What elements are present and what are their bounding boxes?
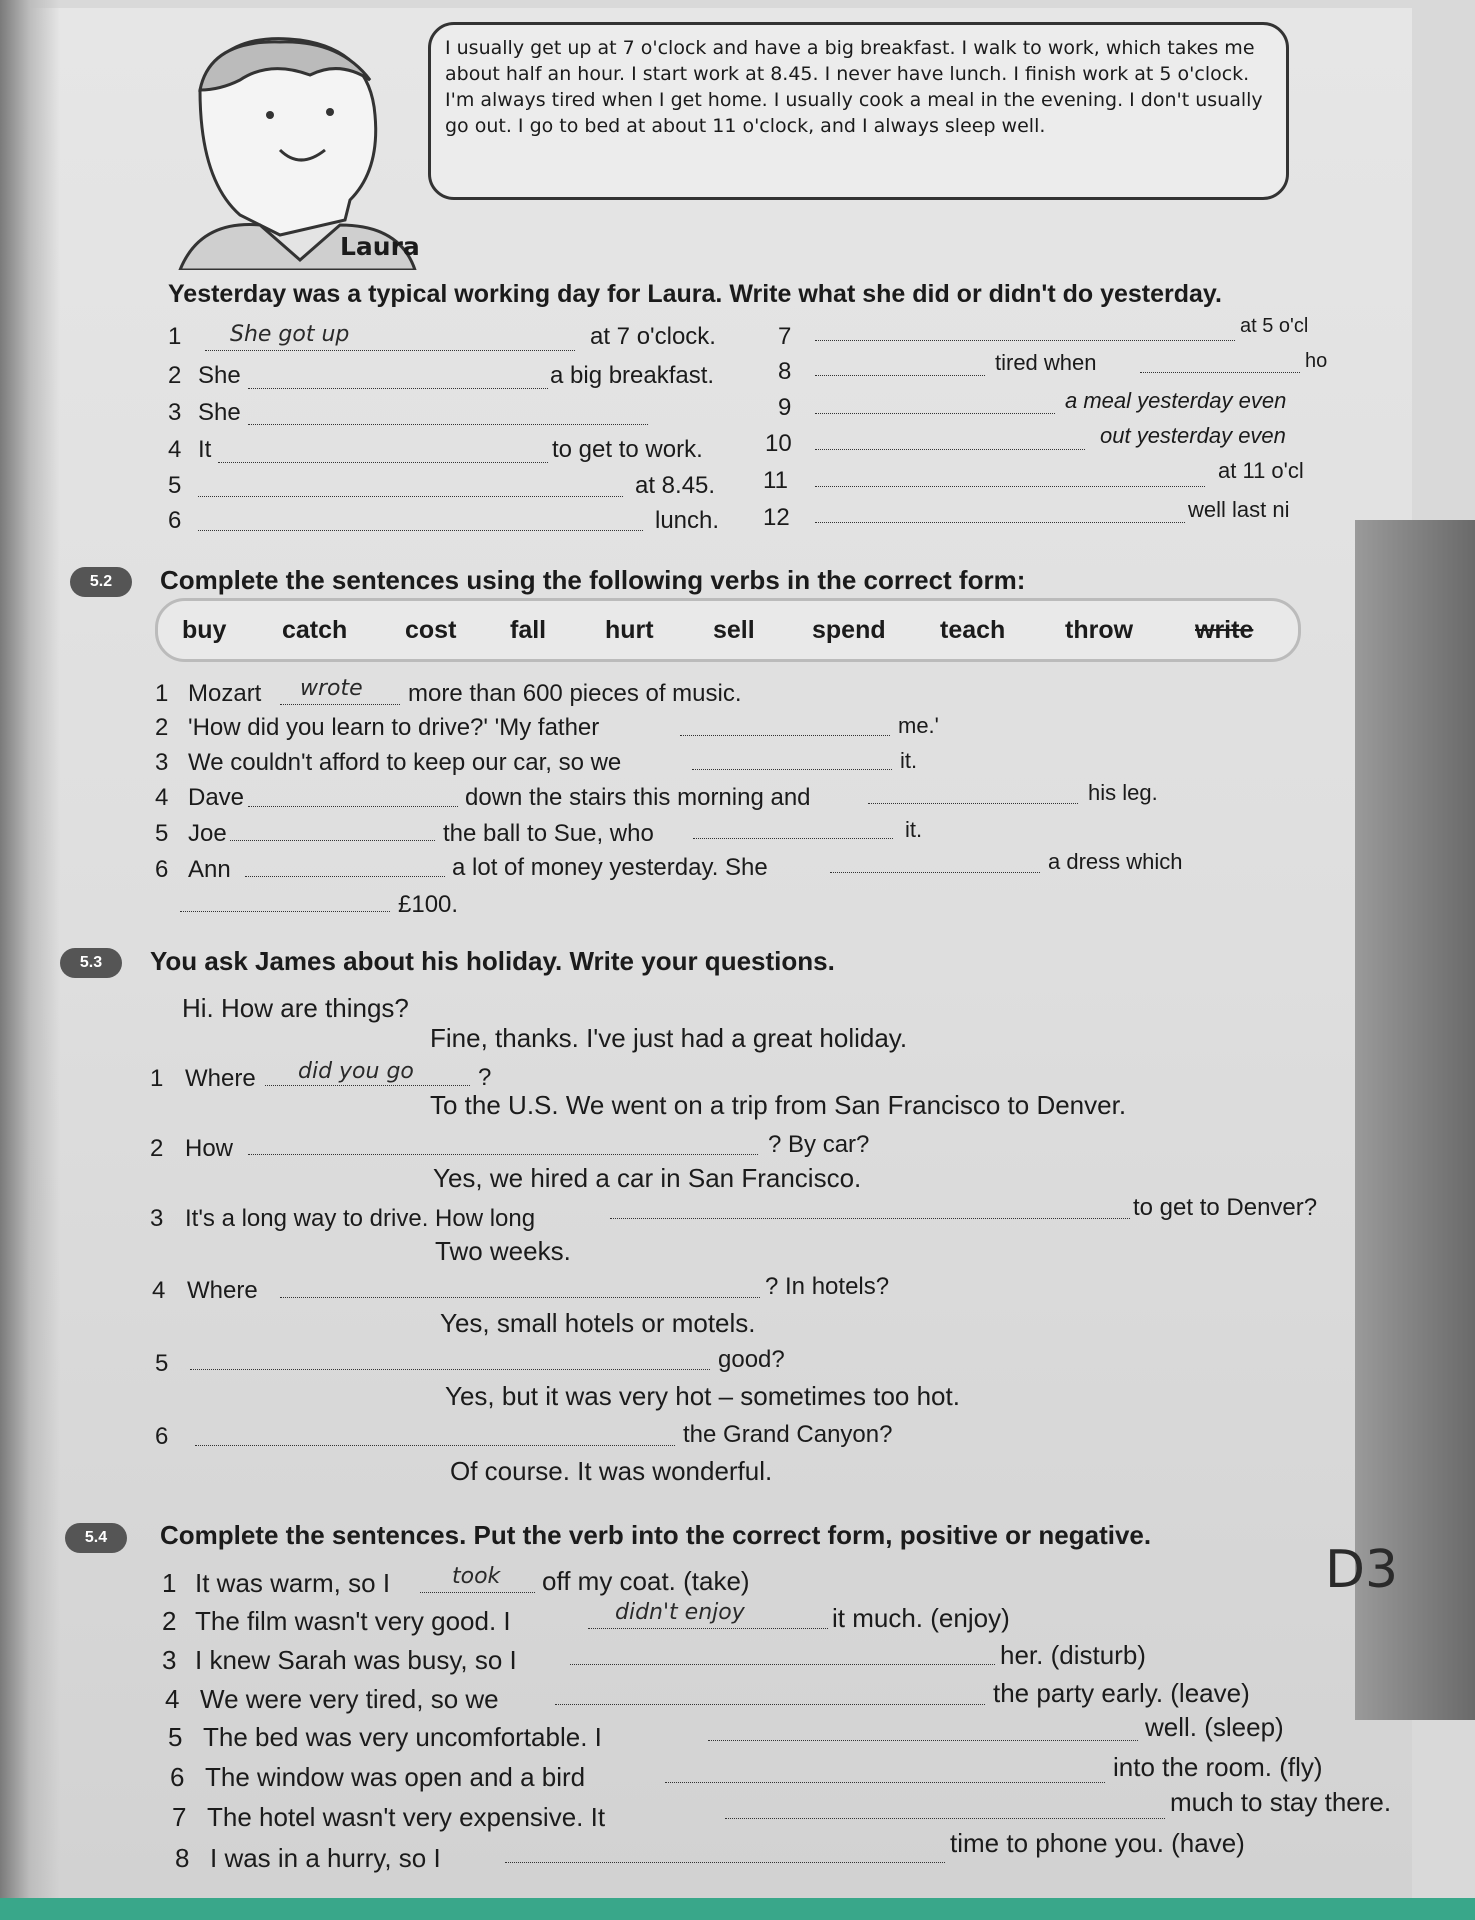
item-text: her. (disturb) bbox=[1000, 1640, 1146, 1670]
handwritten-answer: She got up bbox=[230, 322, 350, 347]
verb-option: sell bbox=[713, 616, 755, 644]
item-text: into the room. (fly) bbox=[1113, 1752, 1323, 1782]
verb-option: catch bbox=[282, 616, 348, 644]
item-text: well last ni bbox=[1188, 497, 1290, 522]
item-number: 5 bbox=[168, 472, 182, 499]
item-text: off my coat. (take) bbox=[542, 1566, 750, 1596]
answer-blank[interactable] bbox=[265, 1085, 470, 1086]
item-text: We couldn't afford to keep our car, so we bbox=[188, 749, 622, 776]
exercise-badge: 5.3 bbox=[60, 948, 122, 978]
item-number: 6 bbox=[155, 856, 169, 883]
answer-blank[interactable] bbox=[198, 496, 623, 497]
item-text: a lot of money yesterday. She bbox=[452, 854, 768, 881]
item-text: Mozart bbox=[188, 680, 262, 707]
item-text: a big breakfast. bbox=[550, 362, 715, 389]
item-number: 7 bbox=[778, 323, 792, 350]
item-text: 'How did you learn to drive?' 'My father bbox=[188, 714, 600, 741]
answer-blank[interactable] bbox=[280, 1297, 760, 1298]
dialogue-reply: Of course. It was wonderful. bbox=[450, 1456, 773, 1486]
item-text: I was in a hurry, so I bbox=[210, 1843, 441, 1873]
answer-blank[interactable] bbox=[815, 486, 1205, 487]
exercise-badge: 5.4 bbox=[65, 1523, 127, 1553]
item-number: 3 bbox=[168, 399, 182, 426]
item-text: It bbox=[198, 436, 212, 463]
desk-surface bbox=[0, 1898, 1475, 1920]
verb-option: throw bbox=[1065, 616, 1134, 644]
handwritten-answer: did you go bbox=[298, 1059, 414, 1084]
item-number: 2 bbox=[168, 362, 182, 389]
item-number: 8 bbox=[175, 1843, 190, 1873]
item-text: tired when bbox=[995, 350, 1097, 375]
dialogue-reply: Two weeks. bbox=[435, 1236, 571, 1266]
exercise4-instruction: Complete the sentences. Put the verb into the correct form, positive or negative. bbox=[160, 1520, 1152, 1550]
item-number: 1 bbox=[155, 680, 169, 707]
answer-blank[interactable] bbox=[555, 1704, 985, 1705]
answer-blank[interactable] bbox=[180, 911, 390, 912]
item-number: 2 bbox=[155, 714, 169, 741]
item-number: 5 bbox=[155, 1350, 169, 1377]
item-text: me.' bbox=[898, 713, 939, 738]
answer-blank[interactable] bbox=[725, 1818, 1165, 1819]
exercise2-instruction: Complete the sentences using the following verbs in the correct form: bbox=[160, 565, 1026, 595]
item-number: 12 bbox=[763, 504, 790, 531]
item-text: a meal yesterday even bbox=[1065, 388, 1287, 413]
speech-bubble bbox=[428, 22, 1289, 200]
answer-blank[interactable] bbox=[665, 1782, 1105, 1783]
answer-blank[interactable] bbox=[195, 1445, 675, 1446]
item-number: 1 bbox=[168, 323, 182, 350]
answer-blank[interactable] bbox=[218, 462, 548, 463]
answer-blank[interactable] bbox=[248, 424, 648, 425]
item-text: We were very tired, so we bbox=[200, 1684, 499, 1714]
answer-blank[interactable] bbox=[505, 1862, 945, 1863]
item-number: 4 bbox=[155, 784, 169, 811]
item-number: 8 bbox=[778, 358, 792, 385]
item-text: the ball to Sue, who bbox=[443, 820, 654, 847]
item-text: at 8.45. bbox=[635, 472, 716, 499]
answer-blank[interactable] bbox=[588, 1628, 828, 1629]
answer-blank[interactable] bbox=[230, 840, 435, 841]
answer-blank[interactable] bbox=[680, 735, 890, 736]
answer-blank[interactable] bbox=[815, 413, 1055, 414]
item-text: ? In hotels? bbox=[765, 1273, 890, 1300]
margin-note: D3 bbox=[1325, 1540, 1399, 1600]
verb-option: teach bbox=[940, 616, 1006, 644]
answer-blank[interactable] bbox=[693, 838, 893, 839]
dialogue-reply: Fine, thanks. I've just had a great holiday. bbox=[430, 1023, 908, 1053]
item-number: 3 bbox=[155, 749, 169, 776]
item-text: the Grand Canyon? bbox=[683, 1421, 893, 1448]
item-text: out yesterday even bbox=[1100, 423, 1286, 448]
item-text: at 5 o'cl bbox=[1240, 315, 1309, 337]
item-number: 5 bbox=[168, 1722, 183, 1752]
item-number: 6 bbox=[155, 1423, 169, 1450]
item-text: It's a long way to drive. How long bbox=[185, 1205, 536, 1232]
item-number: 2 bbox=[150, 1135, 164, 1162]
answer-blank[interactable] bbox=[815, 340, 1235, 341]
answer-blank[interactable] bbox=[570, 1664, 995, 1665]
item-text: Joe bbox=[188, 820, 227, 847]
item-text: Dave bbox=[188, 784, 245, 811]
item-text: well. (sleep) bbox=[1145, 1712, 1284, 1742]
exercise1-instruction: Yesterday was a typical working day for Laura. Write what she did or didn't do yesterday. bbox=[168, 280, 1222, 308]
verb-option-used: write bbox=[1195, 616, 1254, 644]
item-number: 1 bbox=[150, 1065, 164, 1092]
answer-blank[interactable] bbox=[248, 1154, 758, 1155]
answer-blank[interactable] bbox=[198, 530, 643, 531]
item-text: She bbox=[198, 362, 241, 389]
handwritten-answer: took bbox=[452, 1564, 501, 1589]
item-text: ? bbox=[478, 1064, 492, 1091]
item-number: 4 bbox=[168, 436, 182, 463]
item-text: The window was open and a bird bbox=[205, 1762, 586, 1792]
verb-option: hurt bbox=[605, 616, 654, 644]
item-text: The film wasn't very good. I bbox=[195, 1606, 511, 1636]
answer-blank[interactable] bbox=[815, 449, 1085, 450]
item-text: ho bbox=[1305, 350, 1328, 372]
item-text: to get to Denver? bbox=[1133, 1194, 1318, 1221]
answer-blank[interactable] bbox=[1140, 372, 1300, 373]
dialogue-reply: Yes, but it was very hot – sometimes too hot. bbox=[445, 1381, 960, 1411]
item-number: 11 bbox=[763, 467, 788, 494]
page-edge-shadow bbox=[0, 0, 60, 1920]
item-text: it. bbox=[900, 748, 918, 773]
item-text: She bbox=[198, 399, 241, 426]
item-number: 5 bbox=[155, 820, 169, 847]
answer-blank[interactable] bbox=[815, 522, 1185, 523]
item-text: lunch. bbox=[655, 507, 720, 534]
item-text: ? By car? bbox=[768, 1131, 870, 1158]
exercise3-instruction: You ask James about his holiday. Write your questions. bbox=[150, 946, 835, 976]
item-text: How bbox=[185, 1135, 234, 1162]
answer-blank[interactable] bbox=[868, 803, 1078, 804]
answer-blank[interactable] bbox=[248, 806, 458, 807]
item-text: at 11 o'cl bbox=[1218, 458, 1304, 483]
item-number: 3 bbox=[162, 1645, 177, 1675]
verb-option: spend bbox=[812, 616, 886, 644]
answer-blank[interactable] bbox=[190, 1369, 710, 1370]
item-text: Ann bbox=[188, 856, 231, 883]
verb-option: fall bbox=[510, 616, 547, 644]
answer-blank[interactable] bbox=[248, 388, 548, 389]
item-text: £100. bbox=[398, 891, 459, 918]
item-number: 10 bbox=[765, 430, 792, 457]
item-text: at 7 o'clock. bbox=[590, 323, 716, 350]
verb-option: buy bbox=[182, 616, 227, 644]
item-number: 6 bbox=[170, 1762, 185, 1792]
dialogue-reply: To the U.S. We went on a trip from San Francisco to Denver. bbox=[430, 1090, 1127, 1120]
answer-blank[interactable] bbox=[205, 350, 575, 351]
item-text: time to phone you. (have) bbox=[950, 1828, 1245, 1858]
item-text: Where bbox=[187, 1277, 258, 1304]
answer-blank[interactable] bbox=[610, 1218, 1130, 1219]
item-text: it. bbox=[905, 817, 923, 842]
speech-text: I usually get up at 7 o'clock and have a big breakfast. I walk to work, which takes me about half an hour. I start work at 8.45. I never have lunch. I finish work at 5 o'clock. I'm always tired when I get home. I usually cook a meal in the evening. I don't usually go out. I go to bed at about 11 o'clock, and I always sleep well. bbox=[445, 37, 1263, 137]
item-text: the party early. (leave) bbox=[993, 1678, 1250, 1708]
item-text: his leg. bbox=[1088, 780, 1158, 805]
item-text: more than 600 pieces of music. bbox=[408, 680, 742, 707]
item-text: It was warm, so I bbox=[195, 1568, 391, 1598]
handwritten-answer: wrote bbox=[300, 676, 363, 701]
item-number: 7 bbox=[172, 1802, 187, 1832]
item-number: 3 bbox=[150, 1205, 164, 1232]
item-number: 9 bbox=[778, 394, 792, 421]
item-text: Where bbox=[185, 1065, 256, 1092]
item-text: it much. (enjoy) bbox=[832, 1603, 1010, 1633]
handwritten-answer: didn't enjoy bbox=[615, 1600, 745, 1625]
item-text: I knew Sarah was busy, so I bbox=[195, 1645, 517, 1675]
item-text: much to stay there. bbox=[1170, 1787, 1392, 1817]
dialogue-line: Hi. How are things? bbox=[182, 993, 409, 1023]
answer-blank[interactable] bbox=[708, 1740, 1138, 1741]
item-number: 4 bbox=[165, 1684, 180, 1714]
item-text: down the stairs this morning and bbox=[465, 784, 811, 811]
item-number: 6 bbox=[168, 507, 182, 534]
answer-blank[interactable] bbox=[815, 375, 985, 376]
verb-option: cost bbox=[405, 616, 457, 644]
item-text: a dress which bbox=[1048, 849, 1183, 874]
answer-blank[interactable] bbox=[245, 876, 445, 877]
item-number: 4 bbox=[152, 1277, 166, 1304]
item-text: good? bbox=[718, 1346, 785, 1373]
item-number: 1 bbox=[162, 1568, 177, 1598]
answer-blank[interactable] bbox=[280, 704, 400, 705]
character-name: Laura bbox=[340, 232, 420, 261]
answer-blank[interactable] bbox=[692, 769, 892, 770]
exercise-badge: 5.2 bbox=[70, 567, 132, 597]
item-text: The bed was very uncomfortable. I bbox=[203, 1722, 602, 1752]
item-number: 2 bbox=[162, 1606, 177, 1636]
item-text: The hotel wasn't very expensive. It bbox=[207, 1802, 606, 1832]
answer-blank[interactable] bbox=[830, 872, 1040, 873]
dialogue-reply: Yes, we hired a car in San Francisco. bbox=[433, 1163, 862, 1193]
answer-blank[interactable] bbox=[420, 1592, 535, 1593]
item-text: to get to work. bbox=[552, 436, 703, 463]
dialogue-reply: Yes, small hotels or motels. bbox=[440, 1308, 756, 1338]
